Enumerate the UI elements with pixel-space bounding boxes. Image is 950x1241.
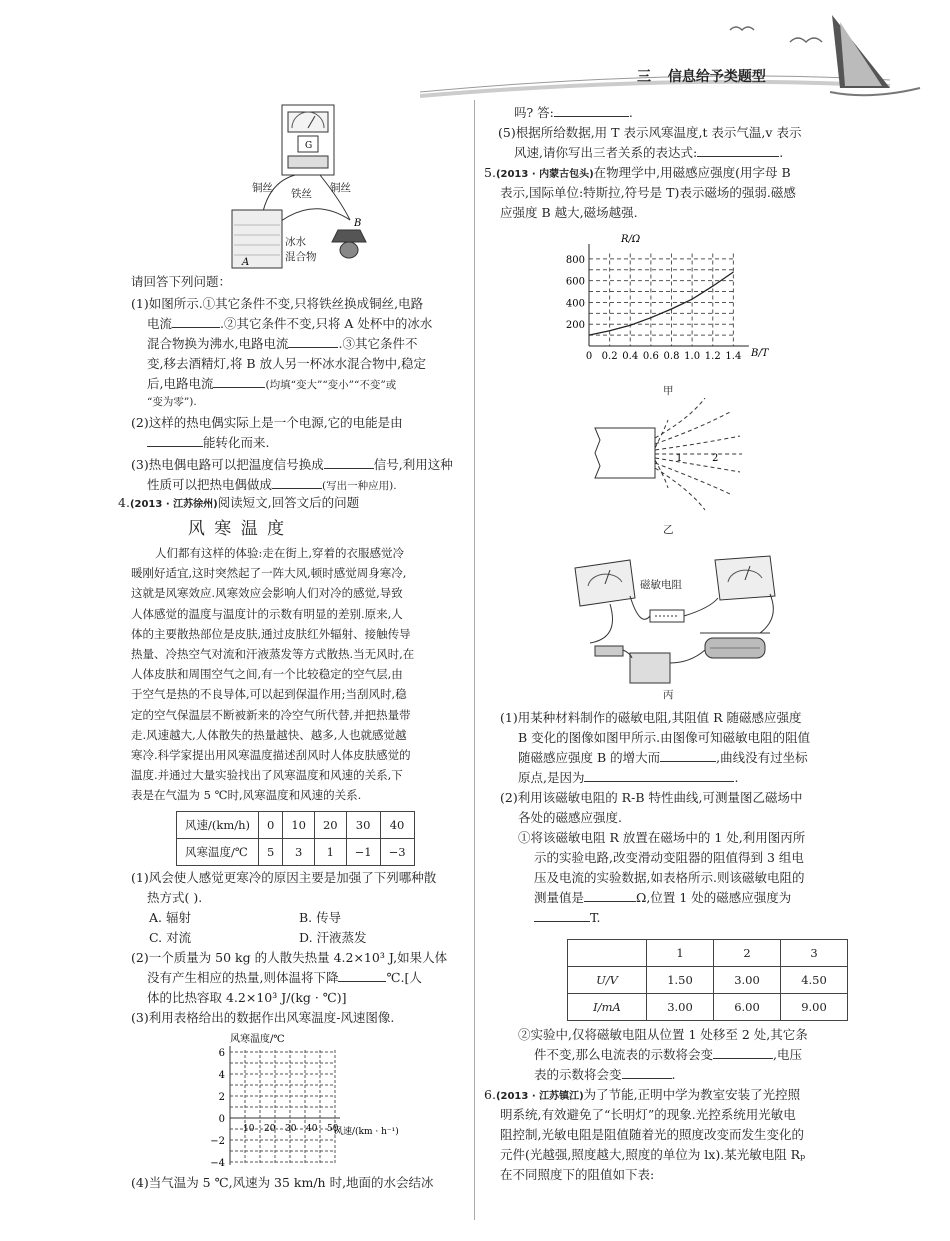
label-mixture: 混合物 (285, 251, 317, 263)
blank[interactable] (660, 749, 716, 763)
table-cell: 4.50 (781, 967, 848, 994)
x-tick-label: 50 (327, 1124, 339, 1134)
q1-line-d: 变,移去酒精灯,将 B 放人另一杯冰水混合物中,稳定 (147, 356, 427, 371)
article-line: 走.风速越大,人体散失的热量越快、越多,人也就感觉越 (131, 727, 407, 742)
y-tick-label: 800 (565, 254, 585, 266)
table-head-cell: 风寒温度/℃ (177, 839, 259, 866)
section-title: 信息给予类题型 (667, 69, 766, 85)
y-tick-label: 400 (565, 298, 585, 310)
q6-line-e: 在不同照度下的阻值如下表: (500, 1167, 655, 1182)
label-iron: 铁丝 (291, 188, 312, 200)
chart-xlabel: B/T (751, 348, 769, 359)
table-cell: 3 (283, 839, 315, 866)
q6-line-d: 元件(光越强,照度越大,照度的单位为 lx).某光敏电阻 Rₚ (500, 1147, 806, 1162)
table-cell: U/V (568, 967, 647, 994)
table-head-cell: 2 (714, 940, 781, 967)
q3-line-a: (3)热电偶电路可以把温度信号换成 信号,利用这种 (131, 456, 453, 472)
options-row-1 (131, 908, 471, 928)
q4-heading: 4.(2013 · 江苏徐州)阅读短文,回答文后的问题 (118, 495, 360, 510)
article-line: 人体感觉的温度与温度计的示数有明显的差别.原来,人 (131, 606, 403, 621)
q1-line-a: (1)如图所示.①其它条件不变,只将铁丝换成铜丝,电路 (131, 296, 424, 311)
article-title: 风 寒 温 度 (187, 519, 287, 539)
q3-line-b: 性质可以把热电偶做成 (写出一种应用). (147, 476, 397, 492)
q1-line-e: 后,电路电流 (均填“变大”“变小”“不变”或 (147, 376, 397, 391)
article-body (131, 543, 471, 806)
p3-line-d: 测量值是 Ω,位置 1 处的磁感应强度为 (534, 890, 792, 905)
table-cell: 40 (380, 812, 414, 839)
q2-line-a: (2)这样的热电偶实际上是一个电源,它的电能是由 (131, 414, 403, 430)
article-line: 热量、冷热空气对流和汗液蒸发等方式散热.当无风时,在 (131, 647, 415, 662)
c2-line-b: 风速,请你写出三者关系的表达式: . (514, 145, 784, 160)
article-line: 温度.并通过大量实验找出了风寒温度和风速的关系,下 (131, 768, 403, 783)
graph-ylabel: 风寒温度/℃ (230, 1034, 285, 1045)
column-divider (474, 100, 475, 1220)
header-decoration (420, 0, 950, 110)
blank[interactable] (272, 475, 322, 489)
table-head-cell: 风速/(km/h) (177, 812, 259, 839)
p1-line-d: 原点,是因为 . (518, 770, 739, 785)
fig-bing-label: 丙 (663, 689, 674, 701)
q6-line-a: 6.(2013 · 江苏镇江)为了节能,正明中学为教室安装了光控照 (484, 1087, 801, 1102)
right-column-top (484, 103, 840, 223)
table-cell: −3 (380, 839, 414, 866)
p1-line-c: 随磁感应强度 B 的增大而 ,曲线没有过坐标 (518, 750, 808, 765)
fig-yi-label: 乙 (663, 524, 674, 536)
p4-line-a: ②实验中,仅将磁敏电阻从位置 1 处移至 2 处,其它条 (518, 1027, 808, 1042)
table-cell: 6.00 (714, 994, 781, 1021)
x-tick-label: 0.2 (601, 351, 618, 362)
p3-line-e: T. (500, 908, 842, 928)
s2-line-b: 没有产生相应的热量,则体温将下降 ℃.[人 (147, 970, 422, 985)
p2-line-b: 各处的磁感应强度. (518, 810, 622, 825)
label-g: G (305, 141, 313, 151)
table-cell: 0 (259, 812, 283, 839)
y-tick-label: −4 (210, 1158, 225, 1169)
p2-line-a: (2)利用该磁敏电阻的 R-B 特性曲线,可测量图乙磁场中 (500, 790, 803, 805)
options-row-2 (131, 928, 471, 948)
article-line: 表是在气温为 5 ℃时,风寒温度和风速的关系. (131, 788, 362, 803)
point-1-label: 1 (676, 453, 683, 464)
blank[interactable] (534, 909, 590, 923)
blank[interactable] (324, 455, 374, 469)
table-cell: 1 (314, 839, 346, 866)
x-tick-label: 10 (243, 1124, 255, 1134)
y-tick-label: 200 (565, 320, 585, 332)
s2-line-c: 体的比热容取 4.2×10³ J/(kg · ℃)] (147, 990, 347, 1005)
blank[interactable] (288, 335, 338, 349)
table-cell: 5 (259, 839, 283, 866)
p3-line-c: 压及电流的实验数据,如表格所示.则该磁敏电阻的 (534, 870, 805, 885)
blank[interactable] (172, 315, 220, 329)
option-c: C. 对流 (149, 930, 192, 945)
q5-line-c: 应强度 B 越大,磁场越强. (500, 205, 638, 220)
blank[interactable] (622, 1066, 672, 1080)
x-tick-label: 20 (264, 1124, 276, 1134)
table-cell: I/mA (568, 994, 647, 1021)
r-b-chart (555, 230, 795, 370)
p4-line-c: 表的示数将会变 . (534, 1067, 676, 1082)
blank[interactable] (697, 144, 779, 158)
y-tick-label: 4 (218, 1070, 225, 1081)
wind-chill-grid (200, 1030, 440, 1170)
table-head-cell: 1 (647, 940, 714, 967)
ui-measurement-table (567, 939, 848, 1021)
q4-subquestions (131, 868, 471, 1028)
blank[interactable] (338, 969, 386, 983)
y-tick-label: −2 (210, 1136, 225, 1147)
blank[interactable] (584, 769, 734, 783)
x-tick-label: 1.2 (704, 351, 721, 362)
x-tick-label: 0 (585, 351, 593, 362)
article-line: 人们都有这样的体验:走在街上,穿着的衣服感觉冷 (155, 546, 405, 560)
article-line: 这就是风寒效应.风寒效应会影响人们对冷的感觉,导致 (131, 586, 403, 601)
table-cell: −1 (346, 839, 380, 866)
q1-line-f: “变为零”). (147, 396, 197, 408)
blank[interactable] (584, 889, 636, 903)
option-a: A. 辐射 (149, 910, 191, 925)
article-line: 于空气是热的不良导体,可以起到保温作用;当刮风时,稳 (131, 687, 407, 702)
c1-line: 吗? 答: . (514, 105, 633, 120)
y-tick-label: 6 (218, 1048, 225, 1059)
s3-line: (3)利用表格给出的数据作出风寒温度-风速图像. (131, 1010, 395, 1025)
p3-line-b: 示的实验电路,改变滑动变阻器的阻值得到 3 组电 (534, 850, 804, 865)
left-column-text (131, 272, 471, 495)
label-ice-water: 冰水 (285, 236, 306, 248)
p1-line-a: (1)用某种材料制作的磁敏电阻,其阻值 R 随磁感应强度 (500, 710, 802, 725)
right-column-mid (500, 708, 842, 928)
q5-line-b: 表示,国际单位:特斯拉,符号是 T)表示磁场的强弱.磁感 (500, 185, 796, 200)
q6-line-c: 阻控制,光敏电阻是阻值随着光的照度改变而发生变化的 (500, 1127, 804, 1142)
magneto-resistor-label: 磁敏电阻 (640, 579, 682, 591)
intro-text: 请回答下列问题： (131, 274, 232, 289)
y-tick-label: 2 (218, 1092, 225, 1103)
header-sailboat-icon (420, 0, 950, 110)
blank[interactable] (554, 104, 629, 118)
header-section (637, 66, 766, 88)
s1-line-b: 热方式( ). (147, 890, 203, 905)
x-tick-label: 1.0 (684, 351, 701, 362)
label-a: A (242, 257, 250, 268)
label-copper-right: 铜丝 (330, 182, 351, 194)
table-cell: 3.00 (714, 967, 781, 994)
q1-line-b: 电流 .②其它条件不变,只将 A 处杯中的冰水 (147, 316, 433, 331)
circuit-figure (560, 548, 800, 686)
x-tick-label: 1.4 (725, 351, 742, 362)
table-cell: 3.00 (647, 994, 714, 1021)
label-copper-left: 铜丝 (252, 182, 273, 194)
point-2-label: 2 (712, 453, 719, 464)
table-head-cell: 3 (781, 940, 848, 967)
s1-line-a: (1)风会使人感觉更寒冷的原因主要是加强了下列哪种散 (131, 870, 437, 885)
s4-line: (4)当气温为 5 ℃,风速为 35 km/h 时,地面的水会结冰 (131, 1175, 434, 1190)
table-cell: 30 (346, 812, 380, 839)
x-tick-label: 0.6 (642, 351, 659, 362)
x-tick-label: 0.4 (622, 351, 639, 362)
x-tick-label: 0.8 (663, 351, 680, 362)
graph-xlabel: 风速/(km · h⁻¹) (334, 1127, 399, 1137)
p1-line-b: B 变化的图像如图甲所示.由图像可知磁敏电阻的阻值 (518, 730, 811, 745)
option-d: D. 汗液蒸发 (299, 930, 367, 945)
table-head-cell (568, 940, 647, 967)
label-b: B (354, 218, 362, 229)
c2-line-a: (5)根据所给数据,用 T 表示风寒温度,t 表示气温,v 表示 (498, 125, 802, 140)
x-tick-label: 40 (306, 1124, 318, 1134)
blank[interactable] (213, 375, 265, 389)
table-cell: 20 (314, 812, 346, 839)
q2-line-b: 能转化而来. (131, 433, 471, 453)
r-b-curve (589, 272, 733, 335)
table-cell: 1.50 (647, 967, 714, 994)
y-tick-label: 600 (565, 276, 585, 288)
q1-line-c: 混合物换为沸水,电路电流 .③其它条件不 (147, 336, 418, 351)
p3-line-a: ①将该磁敏电阻 R 放置在磁场中的 1 处,利用图丙所 (518, 830, 806, 845)
article-line: 定的空气保温层不断被新来的冷空气所代替,并把热量带 (131, 707, 411, 722)
article-line: 体的主要散热部位是皮肤,通过皮肤红外辐射、接触传导 (131, 626, 411, 641)
blank[interactable] (147, 433, 203, 447)
blank[interactable] (713, 1046, 773, 1060)
wind-chill-table (176, 811, 415, 866)
article-line: 人体皮肤和周围空气之间,有一个比较稳定的空气层,由 (131, 667, 403, 682)
magnet-field-figure (590, 398, 760, 513)
table-cell: 10 (283, 812, 315, 839)
y-tick-label: 0 (218, 1114, 225, 1125)
s2-line-a: (2)一个质量为 50 kg 的人散失热量 4.2×10³ J,如果人体 (131, 950, 448, 965)
chart-ylabel: R/Ω (621, 234, 641, 245)
option-b: B. 传导 (299, 910, 342, 925)
section-number: 三 (637, 69, 651, 85)
article-line: 寒冷.科学家提出用风寒温度描述刮风时人体皮肤感觉的 (131, 748, 411, 763)
right-column-bottom (484, 1025, 842, 1185)
table-cell: 9.00 (781, 994, 848, 1021)
p4-line-b: 件不变,那么电流表的示数将会变 ,电压 (534, 1047, 802, 1062)
q6-line-b: 明系统,有效避免了“长明灯”的现象.光控系统用光敏电 (500, 1107, 796, 1122)
q5-line-a: 5.(2013 · 内蒙古包头)在物理学中,用磁感应强度(用字母 B (484, 165, 791, 180)
fig-jia-label: 甲 (663, 385, 674, 397)
article-line: 暖刚好适宜,这时突然起了一阵大风,顿时感觉周身寒冷, (131, 566, 407, 581)
x-tick-label: 30 (285, 1124, 297, 1134)
